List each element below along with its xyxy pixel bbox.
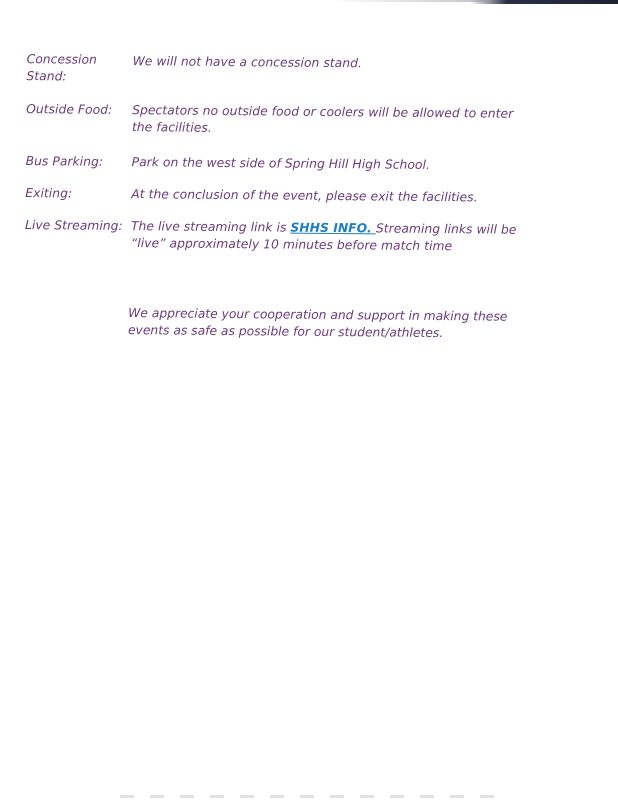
desc-concession-stand: We will not have a concession stand. xyxy=(132,54,363,71)
desc-live-streaming-after: Streaming links will be “live” approximately 10 minutes before match time xyxy=(130,221,517,254)
info-row-outside-food xyxy=(0,101,617,135)
desc-live-streaming-before: The live streaming link is xyxy=(130,219,291,235)
desc-bus-parking: Park on the west side of Spring Hill High School. xyxy=(131,155,431,172)
term-outside-food: Outside Food: xyxy=(26,102,113,117)
term-exiting: Exiting: xyxy=(25,186,73,201)
term-concession-stand: Concession Stand: xyxy=(26,52,97,84)
term-bus-parking: Bus Parking: xyxy=(25,154,104,169)
desc-live-streaming xyxy=(131,218,526,256)
scan-edge-shadow xyxy=(470,0,618,4)
desc-outside-food: Spectators no outside food or coolers will be allowed to enter the facilities. xyxy=(131,103,514,135)
scan-edge-faint xyxy=(330,0,490,2)
info-row-concession xyxy=(0,51,618,84)
desc-exiting: At the conclusion of the event, please exit the facilities. xyxy=(131,187,478,205)
closing-note: We appreciate your cooperation and support in making these events as safe as possible for our student/athletes. xyxy=(127,306,508,341)
info-row-bus-parking xyxy=(0,153,617,172)
info-row-exiting xyxy=(0,185,616,205)
term-live-streaming: Live Streaming: xyxy=(24,218,123,233)
info-row-live-streaming xyxy=(0,217,616,254)
shhs-info-link[interactable]: SHHS INFO. xyxy=(290,220,377,236)
